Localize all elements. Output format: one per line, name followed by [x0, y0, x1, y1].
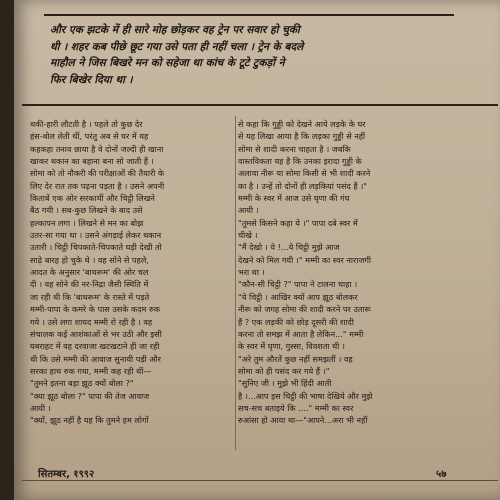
- text-line: "अरे तुम औरतें कुछ नहीं समझतीं । वह: [238, 353, 353, 364]
- text-line: सोमा को तो नौकरी की परीक्षाओं की तैयारी के: [30, 168, 165, 179]
- footer-rule: [22, 480, 498, 481]
- text-line: सोमा को ही पसंद कर गये हैं ।": [238, 365, 330, 376]
- intro-line: थी । शहर कब पीछे छूट गया उसे पता ही नहीं चला । ट्रेन के बदले: [50, 40, 304, 53]
- text-line: आयी ।: [238, 205, 259, 216]
- text-line: हैं ? एक लड़की को छोड़ दूसरी की शादी: [238, 316, 354, 327]
- text-line: वास्तविकता यह है कि उनका इरादा गुड्डी के: [238, 156, 362, 167]
- text-line: गये । उसे लगा शायद मम्मी रो रही है । वह: [30, 316, 153, 327]
- text-line: सरका हाथ रुक गया, मम्मी कह रही थीं—: [30, 365, 152, 376]
- page-number: ५७: [436, 469, 447, 480]
- right-column: [238, 118, 454, 427]
- top-rule: [44, 14, 454, 16]
- text-line: थी कि उसे मम्मी की आवाज सुनायी पड़ी और: [30, 353, 161, 364]
- text-line: का है । उन्हें तो दोनों ही लड़कियां पसंद हैं ।": [238, 180, 368, 191]
- intro-line: और एक झटके में ही सारे मोह छोड़कर वह ट्रेन पर सवार हो चुकी: [50, 24, 300, 36]
- text-line: बैठ गयी । सब-कुछ लिखने के बाद उसे: [30, 205, 143, 216]
- text-line: मम्मी-पापा के कमरे के पास उसके कदम रुक: [30, 304, 161, 315]
- left-column: [30, 118, 234, 427]
- text-line: नीरू को जगह सोमा की शादी करने पर उतारू: [238, 304, 371, 315]
- issue-date: सितम्बर, १९९२: [38, 469, 95, 480]
- section-rule: [22, 104, 498, 106]
- text-line: घबराहट में वह दरवाजा खटखटाने ही जा रही: [30, 341, 160, 352]
- text-line: हंस-बोल लेती थीं, परंतु अब से घर में यह: [30, 131, 149, 142]
- text-line: से कहा कि गुड्डी को देखने आये लड़के के घर: [238, 119, 366, 129]
- text-line: "क्यों, झूठ नहीं है यह कि तुमने हम लोगों: [30, 415, 149, 426]
- text-line: चीखे ।: [238, 230, 258, 241]
- text-line: करना तो समझ में आता है लेकिन..." मम्मी: [238, 328, 364, 339]
- text-line: आदत के अनुसार 'बाथरूम' की ओर चल: [30, 267, 149, 278]
- magazine-page: [14, 0, 500, 500]
- text-line: आयी ।: [30, 402, 51, 413]
- text-line: लिए देर रात तक पढ़ना पड़ता है । उसने अपनी: [30, 180, 165, 191]
- intro-line: माहौल ने जिस बिखरे मन को सहेजा था कांच के टूटे टुकड़ों ने: [50, 57, 285, 69]
- text-line: थकी-हारी लौटती है । पहले तो कुछ देर: [30, 119, 143, 129]
- text-line: अलावा नीरू या सोमा किसी से भी शादी करने: [238, 168, 371, 179]
- text-line: दी । वह सोने की नर-निद्रा जैसी स्थिति में: [30, 279, 149, 290]
- text-line: किताबें एक ओर सरकायीं और चिट्ठी लिखने: [30, 193, 155, 204]
- text-line: से यह लिखा आया है कि लड़का गुड्डी से नहीं: [238, 131, 366, 142]
- text-line: "क्या झूठ बोला ?" पापा की तेज आवाज: [30, 390, 150, 401]
- text-line: हल्कापन लगा । लिखने से मन का बोझ: [30, 217, 144, 228]
- text-line: "ये चिट्ठी । आखिर क्यों आप झूठ बोलकर: [238, 291, 358, 302]
- text-line: रुआंसा हो आया था—"आपने...अरा भी नहीं: [238, 415, 368, 426]
- text-line: "मैं देखो । ये !...ये चिट्ठी मुझे आज: [238, 242, 340, 253]
- text-line: संचालक कई आशंकाओं से भर उठी और इसी: [30, 328, 162, 339]
- text-line: मम्मी के स्वर में आज उसे घृणा की गंध: [238, 193, 350, 204]
- text-line: "तुमसे किसने कहा ये ।" पापा दबे स्वर में: [238, 217, 358, 228]
- text-line: खाकर थकान का बहाना बना सो जाती हैं ।: [30, 156, 154, 167]
- text-line: सोमा से शादी करना चाहता है । जबकि: [238, 143, 351, 154]
- text-line: देखने को मिल गयी ।" मम्मी का स्वर नाराजगी: [238, 254, 371, 265]
- intro-blurb: [50, 22, 450, 88]
- text-line: जा रही थी कि 'बाथरूम' के रास्ते में पड़ते: [30, 291, 150, 302]
- text-line: सच-सच बताइये कि ...." मम्मी का स्वर: [238, 402, 354, 413]
- text-line: "कौन-सी चिट्ठी ?" पापा ने टालना चाहा ।: [238, 279, 358, 290]
- text-line: उतर-सा गया था । उसने अंगड़ाई लेकर थकान: [30, 230, 162, 241]
- column-divider: [235, 116, 236, 450]
- text-line: "तुमने इतना बड़ा झूठ क्यों बोला ?": [30, 378, 134, 389]
- text-line: भरा था ।: [238, 267, 265, 278]
- text-line: है ।...आप इस चिट्ठी की भाषा देखिये और मुझे: [238, 390, 373, 401]
- text-line: साढ़े बारह हो चुके थे । वह सोने से पहले,: [30, 254, 149, 265]
- text-line: के स्वर में घृणा, गुस्सा, विवशता थी ।: [238, 341, 345, 352]
- text-line: उतारी । चिट्ठी चिपकाते-चिपकाते घड़ी देखी तो: [30, 242, 162, 253]
- text-line: "सुनिए जी । मुझे भी हिंदी आती: [238, 378, 332, 389]
- text-line: कहकहा तनाव छाया है वे दोनों जल्दी ही खाना: [30, 143, 164, 154]
- intro-line: फिर बिखेर दिया था ।: [50, 73, 133, 86]
